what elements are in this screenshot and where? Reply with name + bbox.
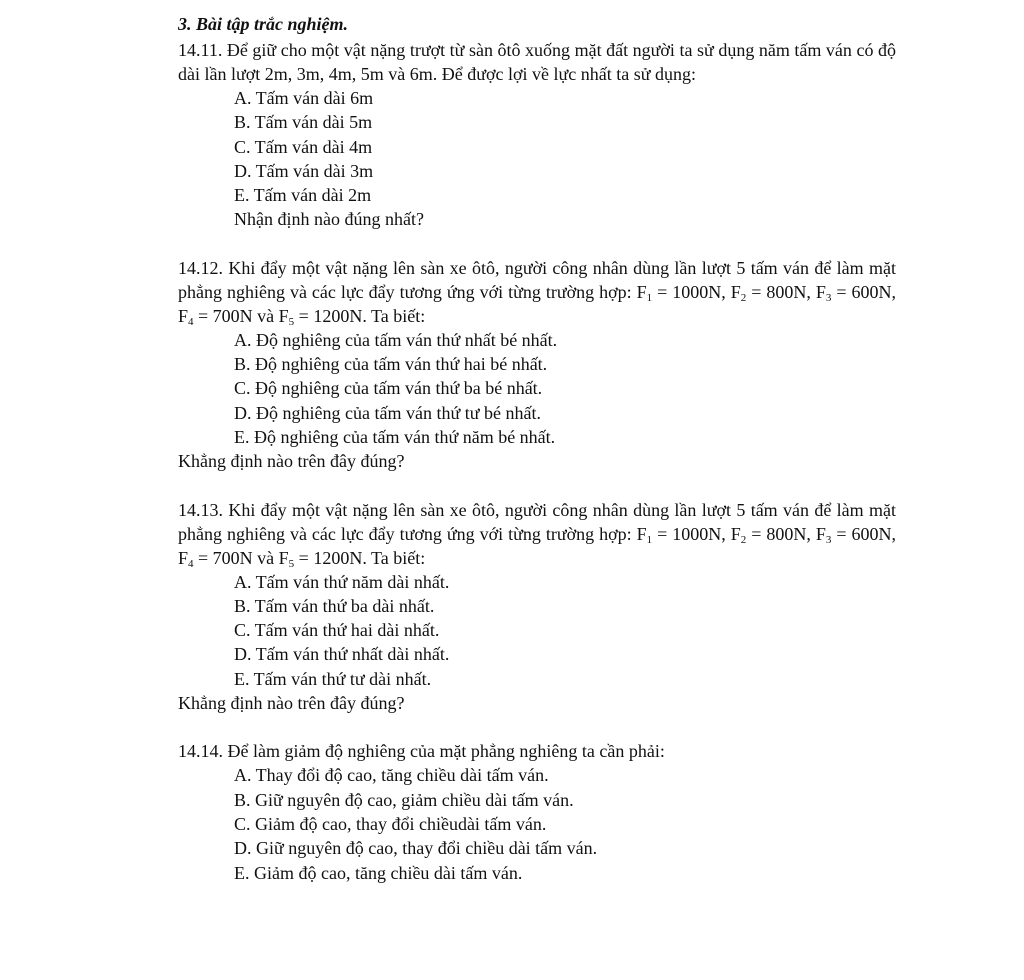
option-e: E. Tấm ván dài 2m	[234, 185, 372, 206]
answer-options	[178, 328, 896, 449]
question-stem	[178, 498, 896, 570]
answer-options	[178, 763, 896, 884]
force-subscript: 1	[646, 291, 653, 304]
section-title: 3. Bài tập trắc nghiệm.	[178, 14, 349, 34]
option-c: C. Giảm độ cao, thay đổi chiềudài tấm ván.	[234, 813, 547, 834]
force-subscript: 3	[825, 291, 832, 304]
option-a: A. Độ nghiêng của tấm ván thứ nhất bé nhất.	[234, 329, 558, 350]
question-stem: 14.11. Để giữ cho một vật nặng trượt từ sàn ôtô xuống mặt đất người ta sử dụng năm tấm ván có độ dài lần lượt 2m, 3m, 4m, 5m và 6m. Để được lợi về lực nhất ta sử dụng:	[178, 40, 896, 84]
option-a: A. Thay đổi độ cao, tăng chiều dài tấm ván.	[234, 765, 549, 786]
stem-text: = 1200N. Ta biết:	[294, 305, 426, 326]
force-subscript: 5	[288, 557, 295, 570]
option-d: D. Độ nghiêng của tấm ván thứ tư bé nhất.	[234, 402, 541, 423]
force-subscript: 3	[825, 533, 832, 546]
option-b: B. Giữ nguyên độ cao, giảm chiều dài tấm ván.	[234, 789, 574, 810]
question-14-11	[178, 38, 896, 232]
answer-options	[178, 570, 896, 691]
option-b: B. Độ nghiêng của tấm ván thứ hai bé nhất.	[234, 354, 548, 375]
option-c: C. Độ nghiêng của tấm ván thứ ba bé nhất.	[234, 378, 543, 399]
force-subscript: 4	[188, 557, 194, 570]
stem-text: = 1200N. Ta biết:	[294, 547, 426, 568]
stem-text: = 1000N, F	[652, 523, 741, 544]
question-prompt: Khẳng định nào trên đây đúng?	[178, 693, 405, 714]
stem-text: 14.12. Khi đẩy một vật nặng lên sàn xe ôtô, người công nhân dùng lần lượt 5 tấm ván để làm mặt phẳng nghiêng và các lực đẩy tương ứng với từng trường hợp: F	[178, 257, 896, 302]
document-page	[178, 10, 896, 885]
option-b: B. Tấm ván dài 5m	[234, 112, 373, 133]
question-stem: 14.14. Để làm giảm độ nghiêng của mặt phẳng nghiêng ta cần phải:	[178, 741, 665, 762]
answer-options	[178, 86, 896, 207]
question-14-12	[178, 256, 896, 474]
stem-text: = 700N và F	[193, 305, 289, 326]
option-d: D. Tấm ván dài 3m	[234, 160, 374, 181]
question-prompt: Nhận định nào đúng nhất?	[234, 209, 424, 230]
question-14-13	[178, 498, 896, 716]
stem-text: = 800N, F	[746, 523, 826, 544]
spacer	[178, 474, 896, 498]
stem-text: = 700N và F	[193, 547, 289, 568]
option-e: E. Giảm độ cao, tăng chiều dài tấm ván.	[234, 862, 523, 883]
stem-text: = 1000N, F	[652, 281, 741, 302]
stem-text: = 800N, F	[746, 281, 826, 302]
option-b: B. Tấm ván thứ ba dài nhất.	[234, 595, 435, 616]
question-14-14	[178, 739, 896, 884]
spacer	[178, 232, 896, 256]
force-subscript: 2	[740, 291, 747, 304]
option-e: E. Độ nghiêng của tấm ván thứ năm bé nhất.	[234, 426, 556, 447]
option-a: A. Tấm ván thứ năm dài nhất.	[234, 571, 450, 592]
option-e: E. Tấm ván thứ tư dài nhất.	[234, 668, 432, 689]
force-subscript: 1	[646, 533, 653, 546]
force-subscript: 4	[188, 315, 194, 328]
question-stem	[178, 256, 896, 328]
force-subscript: 2	[740, 533, 747, 546]
force-subscript: 5	[288, 315, 295, 328]
option-a: A. Tấm ván dài 6m	[234, 88, 374, 108]
option-c: C. Tấm ván thứ hai dài nhất.	[234, 620, 440, 641]
stem-text: = 600N, F	[178, 281, 896, 326]
option-d: D. Giữ nguyên độ cao, thay đổi chiều dài tấm ván.	[234, 838, 598, 859]
spacer	[178, 715, 896, 739]
option-c: C. Tấm ván dài 4m	[234, 136, 373, 157]
stem-text: = 600N, F	[178, 523, 896, 568]
option-d: D. Tấm ván thứ nhất dài nhất.	[234, 644, 450, 665]
stem-text: 14.13. Khi đẩy một vật nặng lên sàn xe ôtô, người công nhân dùng lần lượt 5 tấm ván để làm mặt phẳng nghiêng và các lực đẩy tương ứng với từng trường hợp: F	[178, 499, 896, 544]
question-prompt: Khẳng định nào trên đây đúng?	[178, 451, 405, 472]
